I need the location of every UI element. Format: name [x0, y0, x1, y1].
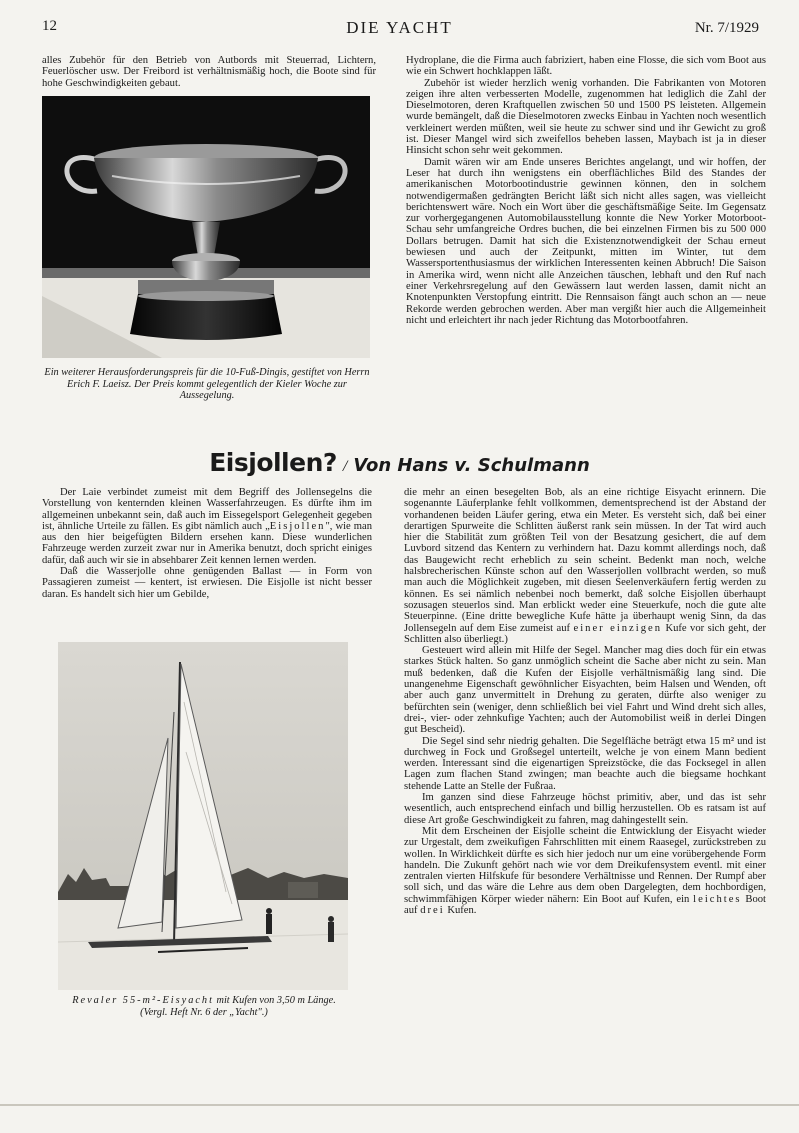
emphasized-word: Eisjollen [269, 520, 326, 532]
ice-yacht-photo [58, 642, 348, 990]
paragraph: Daß die Wasserjolle ohne genügenden Ballast — in Form von Passagieren zumeist — kentert, ist erwiesen. Die Eisjolle ist nicht besser daran. Es handelt sich hier um Gebilde, [42, 566, 372, 600]
top-right-text [406, 55, 766, 326]
title-separator: / [342, 458, 348, 475]
paragraph: alles Zubehör für den Betrieb von Autbords mit Steuerrad, Lichtern, Feuerlöscher usw. Der Freibord ist verhältnismäßig hoch, die Boote sind für hohe Geschwindigkeiten gebaut. [42, 55, 376, 89]
emphasized-word: leichtes [693, 893, 742, 905]
trophy-caption: Ein weiterer Herausforderungspreis für die 10-Fuß-Dingis, gestiftet von Herrn Erich F. Laeisz. Der Preis kommt gelegentlich der Kieler Woche zur Aussegelung. [44, 367, 370, 401]
paragraph: Die Segel sind sehr niedrig gehalten. Die Segelfläche beträgt etwa 15 m² und ist durchweg in Fock und Großsegel unterteilt, welche je von einem Mann bedient werden. Interessant sind die eigenartigen Spreizstöcke, die das Focksegel in allen Lagen zum flachen Stand zwingen; man beachte auch die biegsame hochkant stehende Latte an Stelle der Fußraa. [404, 735, 766, 792]
page-bottom-rule [0, 1104, 799, 1106]
ice-yacht-caption [34, 995, 374, 1018]
paragraph: Gesteuert wird allein mit Hilfe der Segel. Mancher mag dies doch für ein etwas starkes Stück halten. So ganz unmöglich scheint die Sache aber nicht zu sein. Man muß bedenken, daß die Kufen der Eisjolle verhältnismäßig lang sind. Die unangenehme Eigenschaft gewöhnlicher Eisyachten, beim Halsen und Wenden, oft aber auch ganz unvermittelt in Drehung zu geraten, dürfte also weniger zu befürchten sein (weniger, denn schließlich bei viel Fahrt und Wind dreht sich alles, drei-, vier- oder zehnkufige Yachten; auch der Automobilist weiß in derlei Dingen gut Bescheid). [404, 645, 766, 736]
page-number: 12 [42, 18, 57, 34]
caption-line: Revaler 55-m²-Eisyacht mit Kufen von 3,50 m Länge. [72, 995, 336, 1006]
paragraph: Zubehör ist wieder herzlich wenig vorhanden. Die Fabrikanten von Motoren zeigen ihre alten verbesserten Modelle, zugenommen hat lediglich die Zahl der Dieselmotoren, deren Kraftquellen zwischen 50 und 1500 PS leisteten. Allgemein wurde bemängelt, daß die Dieselmotoren zwecks Einbau in Yachten noch wesentlich verkleinert werden müßten, weil sie heute zu schwer sind und ihr Gewicht zu groß ist. Dieser Mangel wird sich zweifellos beheben lassen, Maybach ist ja in dieser Hinsicht schon sehr weit gekommen. [406, 77, 766, 157]
paragraph: Hydroplane, die die Firma auch fabriziert, haben eine Flosse, die sich vom Boot aus wie ein Schwert hochklappen läßt. [406, 55, 766, 78]
article-title: Eisjollen? [209, 448, 337, 477]
trophy-photo [42, 96, 370, 358]
article-headline [0, 448, 799, 477]
paragraph: Damit wären wir am Ende unseres Berichtes angelangt, und wir hoffen, der Leser hat durch ihn wenigstens ein oberflächliches Bild des Standes der amerikanischen Motorbootindustrie gewinnen können, den in solchem notwendigermaßen gedrängten Bericht läßt sich nicht alles sagen, was vielleicht berichtenswert wäre. Noch ein Wort über die geschäftsmäßige Seite. Im Gegensatz zur vorhergegangenen Automobilausstellung konnte die New Yorker Motorboot-Schau sehr umfangreiche Ordres buchen, die bei einzelnen Firmen bis zu 500 000 Dollars betrugen. Damit hat sich die Existenznotwendigkeit der Schau erneut bewiesen und auch der Zeitpunkt, mitten im Winter, tut dem Wassersportenthusiasmus der wirklichen Interessenten keinen Abbruch! Die Saison in Amerika wird, wenn nicht alle Anzeichen täuschen, lebhaft und den Ruf nach einer Verkehrsregelung auf den Gewässern laut werden lassen, damit nicht an Knotenpunkten Verstopfung eintritt. Die Rennsaison fängt auch schon an — neue Rekorde werden gebrochen werden. Aber man vergißt hier auch die Allgemeinheit nicht und erleichtert ihr nach jeder Richtung das Motorbootfahren. [406, 156, 766, 326]
article-right-column [404, 487, 766, 916]
caption-line: (Vergl. Heft Nr. 6 der „Yacht".) [140, 1006, 268, 1018]
article-left-column [42, 487, 372, 600]
paragraph: die mehr an einen besegelten Bob, als an eine richtige Eisyacht erinnern. Die sogenannte Läuferplanke fehlt vollkommen, dementsprechend ist der Abstand der vorhandenen beiden Läufer gering, etwa ein Meter. Es versteht sich, daß bei einer derartigen Spurweite die Schlitten äußerst rank sein müssen. In der Tat wird auch hier die Stabilität zum größten Teil von der Besatzung gesichert, die auf dem Luvbord sitzend das Kentern zu verhindern hat. Dazu kommt allerdings noch, daß das Baugewicht recht erheblich zu sein scheint. Bedenkt man noch, welche halsbrecherischen Künste schon auf den Wasserjollen vollbracht werden, so muß man auch die Möglichkeit zugeben, mit diesen Seelenverkäufern fertig werden zu können. Es sei nämlich nebenbei noch bemerkt, daß solche Eisjollen überhaupt sozusagen steuerlos sind. Man erblickt weder eine Steuerkufe, noch die gute alte Steuerpinne. (Eine dritte bewegliche Kufe hätte ja überhaupt wenig Sinn, da das Jollensegeln auf dem Eise zumeist auf einer einzigen Kufe vor sich geht, der Schlitten also überliegt.) [404, 487, 766, 645]
paragraph: Der Laie verbindet zumeist mit dem Begriff des Jollensegelns die Vorstellung von kenternden kleinen Wasserfahrzeugen. Es dürfte ihm im allgemeinen unbekannt sein, daß auch im Eissegelsport Gelegenheit gegeben ist, ähnliche Urteile zu fällen. Es gibt nämlich auch „Eisjollen", wie man aus den hier beigefügten Bildern ersehen kann. Diese wunderlichen Fahrzeuge werden zurzeit zwar nur in Amerika benutzt, doch spricht einiges dafür, daß auch wir sie in absehbarer Zeit kennen lernen werden. [42, 487, 372, 566]
magazine-title: DIE YACHT [346, 18, 453, 37]
issue-number: Nr. 7/1929 [694, 20, 759, 36]
paragraph: Im ganzen sind diese Fahrzeuge höchst primitiv, aber, und das ist sehr wesentlich, auch entsprechend einfach und billig herzustellen. Ob es ratsam ist auf diese Art große Geschwindigkeit zu fahren, mag dahingestellt sein. [404, 792, 766, 826]
emphasized-word: drei [420, 904, 445, 916]
top-left-text [42, 55, 376, 89]
article-author: Von Hans v. Schulmann [353, 455, 590, 476]
paragraph: Mit dem Erscheinen der Eisjolle scheint die Entwicklung der Eisyacht wieder zur Urgestalt, dem zweikufigen Fahrschlitten mit einem Raasegel, zurückstreben zu wollen. In Wirklichkeit dürfte es sich hier jedoch nur um eine vorübergehende Form handeln. Die Zukunft gehört nach wie vor dem Dreikufensystem eventl. mit einer zentralen vierten Hilfskufe für besondere Verhältnisse und Rennen. Der Rumpf aber soll sich, und das wäre die Lehre aus dem oben Dargelegten, dem hochbordigen, schwimmfähigen Körper wieder nähern: Ein Boot auf Kufen, ein leichtes Boot auf drei Kufen. [404, 825, 766, 916]
emphasized-word: einer einzigen [573, 622, 662, 634]
